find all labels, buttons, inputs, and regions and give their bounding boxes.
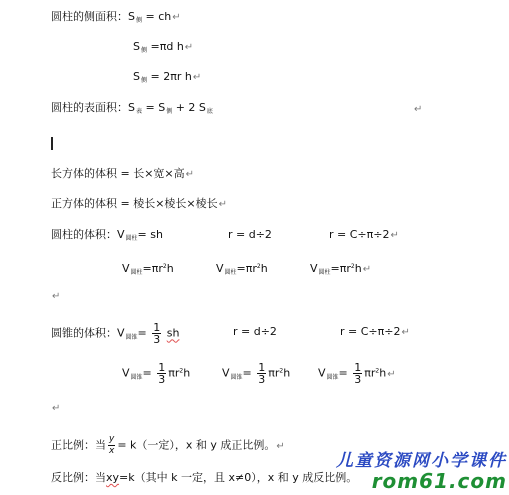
cylinder-lateral-formula-2: $S_侧 =\pi d$ h↵	[133, 40, 194, 54]
watermark-site-name: 儿童资源网小学课件	[336, 451, 507, 471]
cylinder-radius-from-diameter: r = d÷2	[228, 228, 272, 241]
cylinder-surface-area-line: 圆柱的表面积：$S_表 = S_侧 + 2$ $S_底$	[51, 101, 213, 115]
paragraph-mark: ↵	[52, 403, 61, 414]
cylinder-volume-formula-b: $V_{圆柱}=\pi r^2h$	[216, 262, 268, 276]
paragraph-mark: ↵	[414, 104, 423, 115]
paragraph-mark: ↵	[362, 264, 372, 275]
paragraph-mark: ↵	[401, 327, 410, 338]
text-cursor	[51, 137, 53, 150]
cylinder-radius-from-circumference: r = C÷π÷2↵	[329, 228, 399, 241]
cone-radius-from-circumference: r = C÷π÷2↵	[340, 325, 410, 338]
cone-volume-formula-a: $V_{圆锥}=$ $\frac{1}{3}$ $\pi r^2h$	[122, 361, 191, 386]
cylinder-volume-formula-a: $V_{圆柱}=\pi r^2h$	[122, 262, 174, 276]
paragraph-mark: ↵	[185, 169, 195, 180]
cube-volume-line: 正方体的体积 = 棱长×棱长×棱长↵	[51, 197, 228, 210]
paragraph-mark: ↵	[184, 42, 194, 53]
cone-volume-formula-c: $V_{圆锥}=$ $\frac{1}{3}$ $\pi r^2h↵$	[318, 361, 396, 386]
fraction-one-third: $\frac{1}{3}$	[158, 361, 166, 386]
cylinder-lateral-area-line: 圆柱的侧面积：$S_侧$ = ch↵	[51, 10, 181, 24]
direct-proportion-line: 正比例：当 $\frac{y}{x}$ = k（一定），x 和 y 成正比例。↵	[51, 434, 285, 456]
fraction-one-third: $\frac{1}{3}$	[258, 361, 266, 386]
paragraph-mark: ↵	[172, 12, 181, 23]
paragraph-mark: ↵	[192, 72, 202, 83]
cylinder-lateral-formula-3: $S_侧 = 2\pi r$ h↵	[133, 70, 202, 84]
paragraph-mark: ↵	[387, 368, 396, 380]
fraction-y-over-x: $\frac{y}{x}$	[109, 434, 115, 456]
cuboid-volume-line: 长方体的体积 = 长×宽×高↵	[51, 167, 195, 180]
fraction-one-third: $\frac{1}{3}$	[354, 361, 362, 386]
paragraph-mark: ↵	[52, 291, 61, 302]
site-watermark	[336, 446, 507, 491]
label: 圆柱的侧面积：	[51, 10, 128, 23]
paragraph-mark: ↵	[218, 199, 228, 210]
paragraph-mark: ↵	[276, 440, 285, 452]
inverse-proportion-line: 反比例：当xy=k（其中 k 一定，且 x≠0），x 和 y 成反比例。	[51, 471, 358, 484]
cone-radius-from-diameter: r = d÷2	[233, 325, 277, 338]
cylinder-volume-line: 圆柱的体积：$V_{圆柱}=$ sh	[51, 228, 163, 242]
cone-volume-line: 圆锥的体积：$V_{圆锥}=$ $\frac{1}{3}$ sh	[51, 321, 180, 346]
fraction-one-third: $\frac{1}{3}$	[153, 321, 161, 346]
cone-volume-formula-b: $V_{圆锥}=$ $\frac{1}{3}$ $\pi r^2h$	[222, 361, 291, 386]
watermark-site-url: rom61.com	[371, 469, 507, 493]
paragraph-mark: ↵	[390, 230, 399, 241]
cylinder-volume-formula-c: $V_{圆柱}=\pi r^2h↵$	[310, 262, 372, 276]
